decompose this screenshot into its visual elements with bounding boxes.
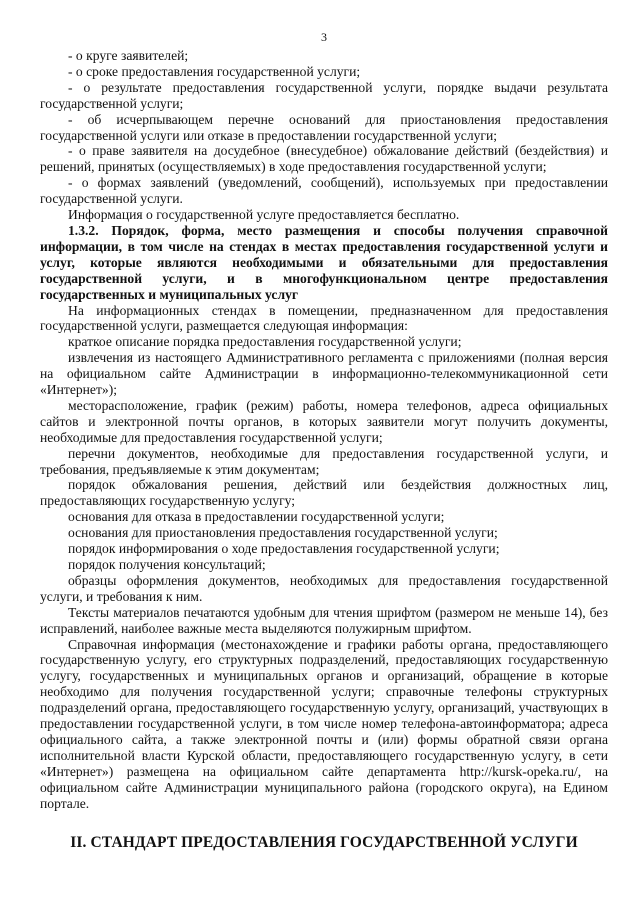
list-item-refusal-grounds: основания для отказа в предоставлении государственной услуги; [68, 509, 445, 525]
list-item-document-samples: образцы оформления документов, необходимых для предоставления государственной услуги, и требования к ним. [40, 572, 608, 604]
page-number: 3 [321, 30, 327, 44]
paragraph-stands-intro: На информационных стендах в помещении, предназначенном для предоставления государственной услуги, размещается следующая информация: [40, 302, 608, 334]
paragraph-applicants: - о круге заявителей; [68, 48, 189, 63]
list-item-consultations: порядок получения консультаций; [68, 557, 266, 572]
paragraph-free-info: Информация о государственной услуге предоставляется бесплатно. [68, 207, 460, 223]
paragraph-forms: - о формах заявлений (уведомлений, сообщений), используемых при предоставлении государственной услуги. [40, 175, 608, 207]
paragraph-font-requirements: Тексты материалов печатаются удобным для чтения шрифтом (размером не меньше 14), без исправлений, наиболее важные места выделяются полужирным шрифтом. [40, 604, 608, 636]
paragraph-term: - о сроке предоставления государственной услуги; [68, 63, 361, 79]
list-item-location-schedule: месторасположение, график (режим) работы, номера телефонов, адреса официальных сайтов и электронной почты органов, в которых заявители могут получить документы, необходимые для предоставления государственной услуги; [40, 397, 608, 445]
paragraph-result: - о результате предоставления государственной услуги, порядке выдачи результата государственной услуги; [40, 79, 608, 111]
subsection-heading-1-3-2: 1.3.2. Порядок, форма, место размещения и способы получения справочной информации, в том числе на стендах в местах предоставления государственной услуги и услуг, которые являются необходимыми и обязательными для предоставления государственной услуги, и в многофункциональном центре предоставления государственных и муниципальных услуг [40, 222, 608, 302]
list-item-document-lists: перечни документов, необходимые для предоставления государственной услуги, и требования, предъявляемые к этим документам; [40, 445, 608, 477]
list-item-extracts: извлечения из настоящего Административного регламента с приложениями (полная версия на официальном сайте Администрации в информационно-телекоммуникационной сети «Интернет»); [40, 350, 608, 398]
list-item-appeal-procedure: порядок обжалования решения, действий или бездействия должностных лиц, предоставляющих государственную услугу; [40, 477, 608, 509]
paragraph-reference-info: Справочная информация (местонахождение и графики работы органа, предоставляющего государственную услугу, его структурных подразделений, предоставляющих государственную услугу, государственных и муниципальных органов и организаций, обращение в которые необходимо для получения государственной услуги; справочные телефоны структурных подразделений органа, предоставляющего государственную услугу, организаций, участвующих в предоставлении государственной услуги, в том числе номер телефона-автоинформатора; адреса официального сайта, а также электронной почты и (или) формы обратной связи органа исполнительной власти Курской области, предоставляющего государственную услугу, в сети «Интернет») размещена на официальном сайте департамента http://kursk-opeka.ru/, на официальном сайте Администрации муниципального района (городского округа), на Едином портале. [40, 636, 608, 811]
list-item-suspension-grounds: основания для приостановления предоставления государственной услуги; [68, 525, 498, 541]
list-item-informing-procedure: порядок информирования о ходе предоставления государственной услуги; [68, 541, 500, 557]
paragraph-grounds-suspension: - об исчерпывающем перечне оснований для приостановления предоставления государственной услуги или отказе в предоставлении государственной услуги; [40, 111, 608, 143]
paragraph-appeal-right: - о праве заявителя на досудебное (внесудебное) обжалование действий (бездействия) и решений, принятых (осуществляемых) в ходе предоставления государственной услуги; [40, 143, 608, 175]
section-heading: II. СТАНДАРТ ПРЕДОСТАВЛЕНИЯ ГОСУДАРСТВЕННОЙ УСЛУГИ [70, 833, 578, 851]
list-item-short-description: краткое описание порядка предоставления государственной услуги; [68, 334, 462, 350]
